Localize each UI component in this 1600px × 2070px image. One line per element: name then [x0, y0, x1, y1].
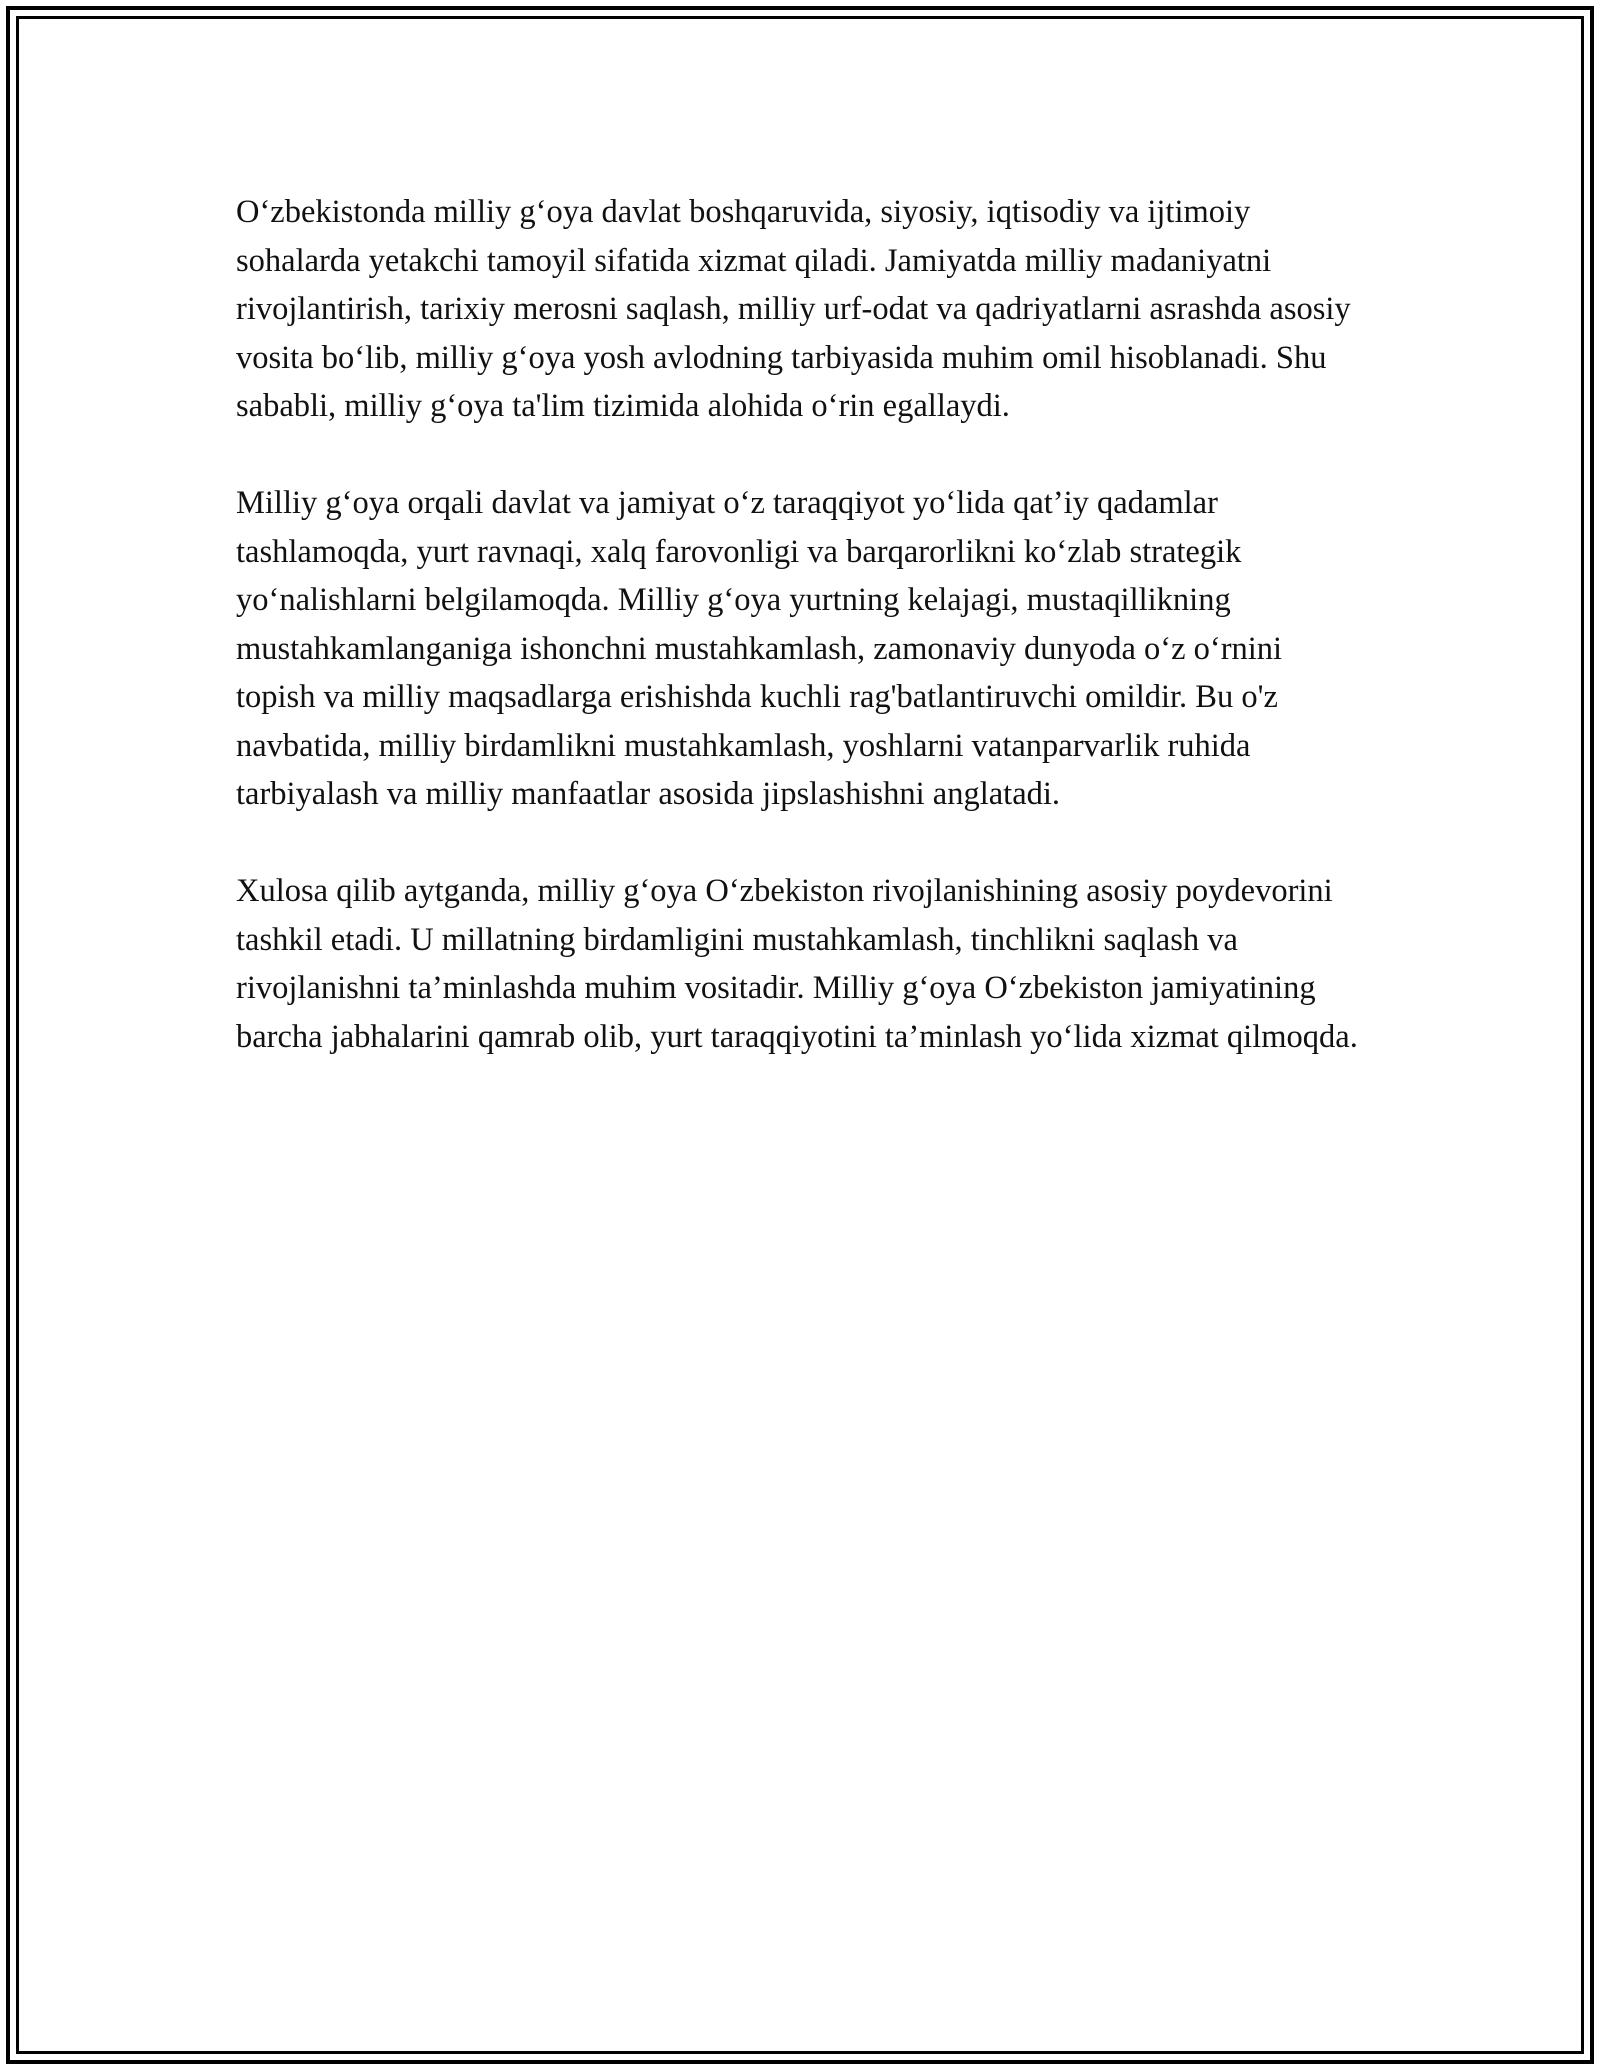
document-body: [236, 188, 1366, 1110]
paragraph-3: Xulosa qilib aytganda, milliy g‘oya O‘zbekiston rivojlanishining asosiy poydevorini tashkil etadi. U millatning birdamligini mustahkamlash, tinchlikni saqlash va rivojlanishni ta’minlashda muhim vositadir. Milliy g‘oya O‘zbekiston jamiyatining barcha jabhalarini qamrab olib, yurt taraqqiyotini ta’minlash yo‘lida xizmat qilmoqda.: [236, 873, 1358, 1055]
paragraph-1: O‘zbekistonda milliy g‘oya davlat boshqaruvida, siyosiy, iqtisodiy va ijtimoiy sohalarda yetakchi tamoyil sifatida xizmat qiladi. Jamiyatda milliy madaniyatni rivojlantirish, tarixiy merosni saqlash, milliy urf-odat va qadriyatlarni asrashda asosiy vosita bo‘lib, milliy g‘oya yosh avlodning tarbiyasida muhim omil hisoblanadi. Shu sababli, milliy g‘oya ta'lim tizimida alohida o‘rin egallaydi.: [236, 194, 1351, 424]
paragraph-2: Milliy g‘oya orqali davlat va jamiyat o‘z taraqqiyot yo‘lida qat’iy qadamlar tashlamoqda, yurt ravnaqi, xalq farovonligi va barqarorlikni ko‘zlab strategik yo‘nalishlarni belgilamoqda. Milliy g‘oya yurtning kelajagi, mustaqillikning mustahkamlanganiga ishonchni mustahkamlash, zamonaviy dunyoda o‘z o‘rnini topish va milliy maqsadlarga erishishda kuchli rag'batlantiruvchi omildir. Bu o'z navbatida, milliy birdamlikni mustahkamlash, yoshlarni vatanparvarlik ruhida tarbiyalash va milliy manfaatlar asosida jipslashishni anglatadi.: [236, 485, 1283, 812]
